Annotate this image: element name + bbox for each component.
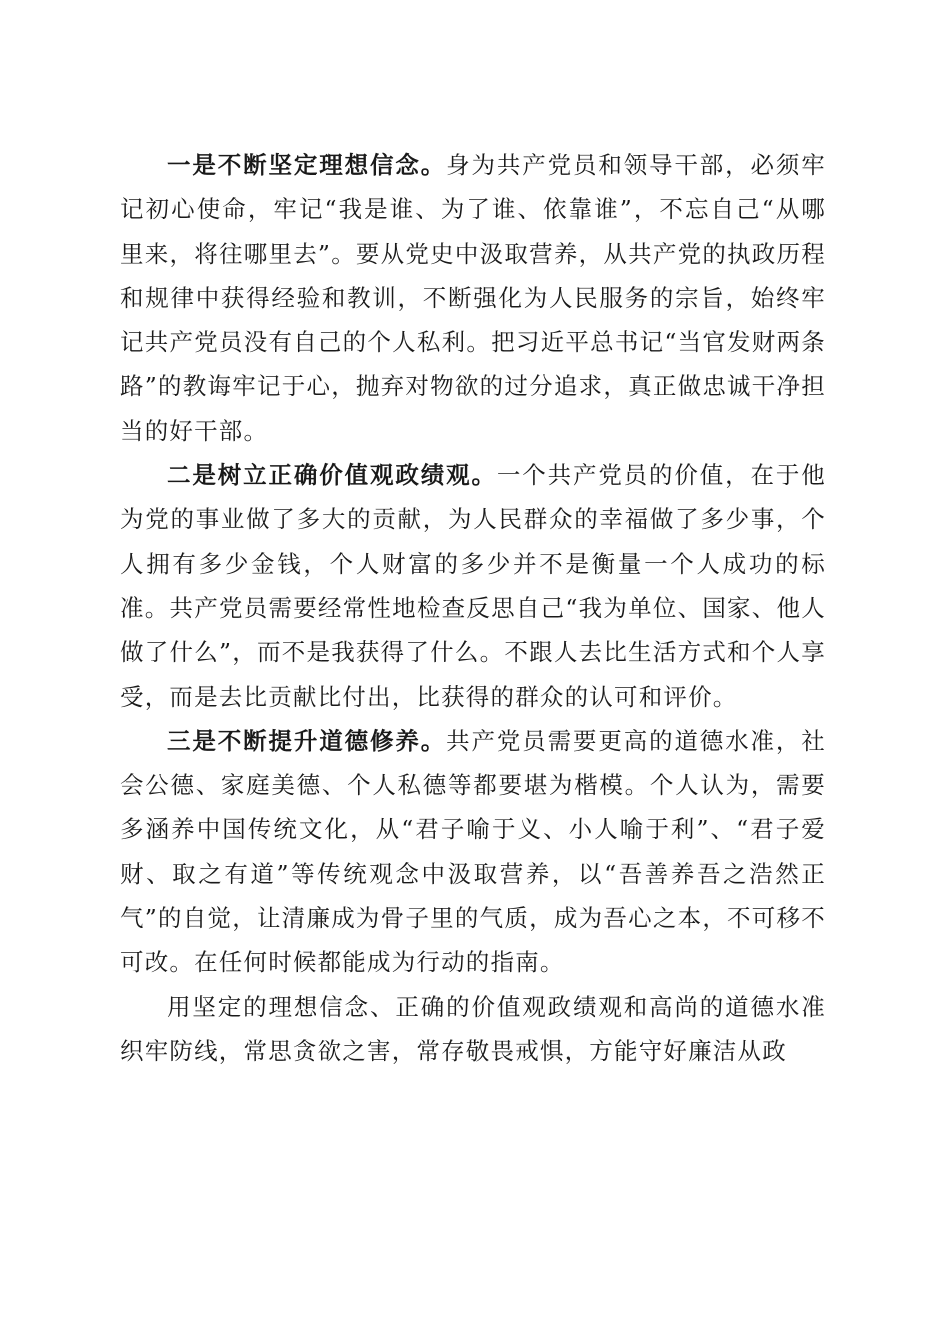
- paragraph-heading: 二是树立正确价值观政绩观。: [167, 461, 497, 490]
- paragraph-values: [120, 453, 826, 719]
- paragraph-morality: [120, 719, 826, 985]
- paragraph-conclusion: [120, 985, 826, 1074]
- paragraph-body: 一个共产党员的价值，在于他为党的事业做了多大的贡献，为人民群众的幸福做了多少事，个人拥有多少金钱，个人财富的多少并不是衡量一个人成功的标准。共产党员需要经常性地检查反思自己“我为单位、国家、他人做了什么”，而不是我获得了什么。不跟人去比生活方式和个人享受，而是去比贡献比付出，比获得的群众的认可和评价。: [120, 461, 826, 711]
- paragraph-body: 用坚定的理想信念、正确的价值观政绩观和高尚的道德水准织牢防线，常思贪欲之害，常存敬畏戒惧，方能守好廉洁从政: [120, 992, 826, 1065]
- document-page: [120, 143, 826, 1073]
- paragraph-heading: 三是不断提升道德修养。: [167, 726, 447, 755]
- paragraph-ideals: [120, 143, 826, 453]
- paragraph-body: 身为共产党员和领导干部，必须牢记初心使命，牢记“我是谁、为了谁、依靠谁”，不忘自己“从哪里来，将往哪里去”。要从党史中汲取营养，从共产党的执政历程和规律中获得经验和教训，不断强化为人民服务的宗旨，始终牢记共产党员没有自己的个人私利。把习近平总书记“当官发财两条路”的教诲牢记于心，抛弃对物欲的过分追求，真正做忠诚干净担当的好干部。: [120, 151, 826, 445]
- paragraph-body: 共产党员需要更高的道德水准，社会公德、家庭美德、个人私德等都要堪为楷模。个人认为，需要多涵养中国传统文化，从“君子喻于义、小人喻于利”、“君子爱财、取之有道”等传统观念中汲取营养，以“吾善养吾之浩然正气”的自觉，让清廉成为骨子里的气质，成为吾心之本，不可移不可改。在任何时候都能成为行动的指南。: [120, 726, 826, 977]
- paragraph-heading: 一是不断坚定理想信念。: [167, 151, 447, 179]
